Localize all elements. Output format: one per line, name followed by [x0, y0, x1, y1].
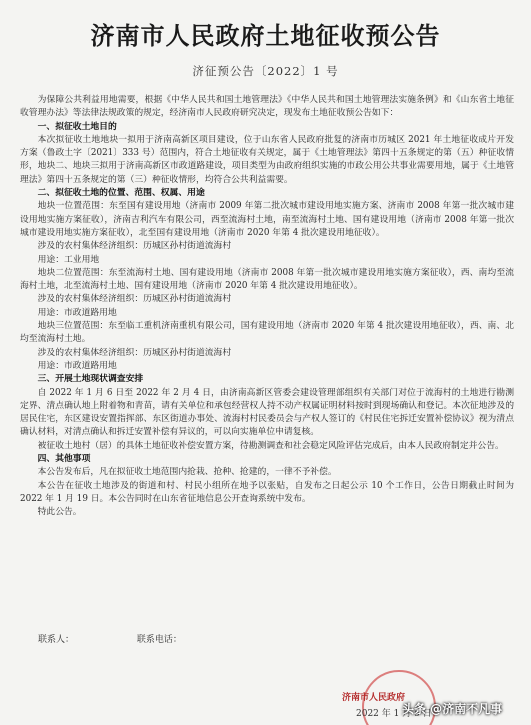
paragraph: 用途：市政道路用地: [37, 307, 117, 318]
paragraph: 自 2022 年 1 月 6 日至 2022 年 2 月 4 日，由济南高新区管委会建设管理部组织有关部门对位于流海村的土地进行勘测定界、清点确认地上附着物和青苗，请有关单位和承包经营权人持不动产权属证明材料按时到现场确认和登记。本次征地涉及的居民住宅，东区建设安置指挥部、东区街道办事处、流海村村民委员会与产权人签订的《村民住宅拆迁安置补偿协议》视为清点确认材料，对清点确认和拆迁安置补偿有异议的，可以向实施单位申请复核。: [20, 387, 514, 438]
document-number: 济征预公告〔2022〕1 号: [192, 64, 339, 78]
paragraph: 本公告在征收土地涉及的街道和村、村民小组所在地予以张贴，自发布之日起公示 10 个工作日，公告日期截止时间为 2022 年 1 月 19 日。本公告同时在山东省征地信息公开查询系统中发布。: [20, 480, 514, 504]
section-heading: 三、开展土地现状调查安排: [37, 374, 144, 385]
document-body: [20, 94, 514, 520]
contact-block: [38, 632, 242, 645]
paragraph: 为保障公共利益用地需要，根据《中华人民共和国土地管理法》《中华人民共和国土地管理法实施条例》和《山东省土地征收管理办法》等法律法规政策的规定，经济南市人民政府研究决定，现发布土地征收预公告如下：: [20, 95, 514, 119]
section-heading: 一、拟征收土地目的: [37, 121, 117, 132]
paragraph: 地块三位置范围：东至临工重机济南重机有限公司，国有建设用地（济南市 2020 年第 4 批次建设用地征收），西、南、北均至流海村土地。: [20, 321, 514, 345]
paragraph: 地块一位置范围：东至国有建设用地（济南市 2009 年第二批次城市建设用地实施方案、济南市 2008 年第一批次城市建设用地实施方案征收），济南吉利汽车有限公司，西至流海村土地，南至流海村土地、国有建设用地（济南市 2008 年第一批次城市建设用地实施方案征收），北至国有建设用地（济南市 2020 年第 4 批次建设用地征收）。: [20, 201, 514, 238]
issue-date: 2022 年 1 月 5 日: [356, 709, 432, 719]
paragraph: 涉及的农村集体经济组织：历城区孙村街道流海村: [37, 347, 232, 358]
paragraph: 被征收土地村（居）的具体土地征收补偿安置方案，待勘测调查和社会稳定风险评估完成后，由本人民政府制定并公告。: [37, 440, 504, 451]
paragraph: 本公告发布后，凡在拟征收土地范围内抢栽、抢种、抢建的，一律不予补偿。: [37, 467, 337, 478]
paragraph: 涉及的农村集体经济组织：历城区孙村街道流海村: [37, 294, 232, 305]
section-heading: 四、其他事项: [37, 454, 91, 465]
paragraph: 用途：工业用地: [37, 254, 100, 265]
paragraph: 特此公告。: [37, 507, 82, 518]
contact-phone-label: 联系电话：: [136, 635, 182, 645]
paragraph: 涉及的农村集体经济组织：历城区孙村街道流海村: [37, 241, 232, 252]
paragraph: 地块二位置范围：东至流海村土地、国有建设用地（济南市 2008 年第一批次城市建设用地实施方案征收），西、南均至流海村土地，北至流海村土地、国有建设用地（济南市 2020 年第 4 批次建设用地征收）。: [20, 267, 514, 292]
paragraph: 用途：市政道路用地: [37, 360, 117, 371]
seal-org-text: 济南市人民政府: [342, 693, 406, 703]
paragraph: 本次拟征收土地地块一拟用于济南高新区项目建设，位于山东省人民政府批复的济南市历城区 2021 年土地征收成片开发方案（鲁政土字〔2021〕333 号）范围内，符合土地征收有关规定，属于《土地管理法》第四十五条规定的第（五）种征收情形，地块二、地块三拟用于济南高新区市政道路建设，项目类型为由政府组织实施的市政公用公共事业需要用地，属于《土地管理法》第四十五条规定的第（三）种征收情形，均符合公共利益需要。: [20, 134, 514, 185]
section-heading: 二、拟征收土地的位置、范围、权属、用途: [37, 188, 205, 199]
contact-person-label: 联系人：: [38, 635, 75, 645]
page-title: 济南市人民政府土地征收预公告: [90, 21, 441, 50]
watermark: 头条 @济南不凡事: [402, 702, 503, 716]
